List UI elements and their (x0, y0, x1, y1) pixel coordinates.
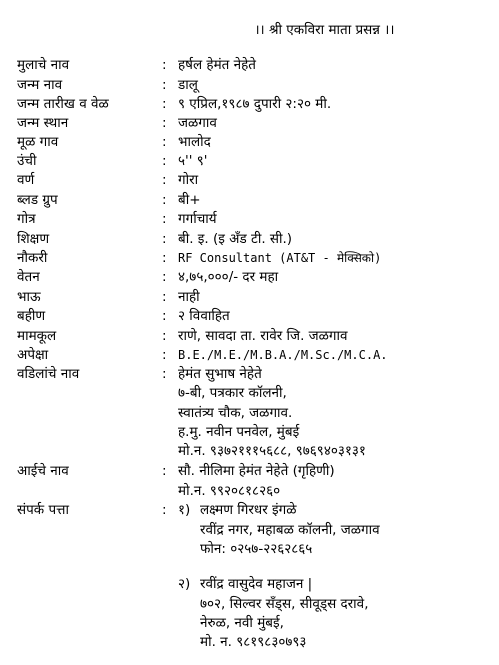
value: राणे, सावदा ता. रावेर जि. जळगाव (178, 328, 348, 344)
label: वडिलांचे नाव (17, 366, 80, 382)
value: नाही (178, 289, 200, 305)
row-complexion (0, 170, 499, 190)
label: ब्लड ग्रुप (17, 192, 58, 208)
colon: : (162, 211, 167, 227)
row-contact (0, 500, 499, 520)
address-text: ७-बी, पत्रकार कॉलनी, (178, 385, 287, 401)
label: जन्म नाव (17, 77, 63, 93)
row-blood-group (0, 190, 499, 210)
father-address-line (0, 403, 499, 423)
colon: : (162, 328, 167, 344)
label: बहीण (17, 308, 46, 324)
phone-text: मो.न. ९९२०८१८२६० (178, 483, 281, 499)
value: भालोद (178, 134, 211, 150)
row-brother (0, 287, 499, 307)
colon: : (162, 115, 167, 131)
contact1-line (0, 520, 499, 540)
header-blessing: ।। श्री एकविरा माता प्रसन्न ।। (254, 22, 395, 38)
colon: : (162, 289, 167, 305)
label: नौकरी (17, 250, 48, 266)
mother-phone (0, 481, 499, 501)
label: जन्म स्थान (17, 115, 69, 131)
label: संपर्क पत्ता (17, 502, 69, 518)
row-expectation (0, 345, 499, 365)
value: ४,७५,०००/- दर महा (178, 269, 279, 285)
label: अपेक्षा (17, 347, 49, 363)
colon: : (162, 366, 167, 382)
row-contact2 (0, 574, 499, 594)
value: बी+ (178, 192, 201, 208)
contact-number: २) (178, 576, 191, 592)
row-salary (0, 267, 499, 287)
colon: : (162, 134, 167, 150)
row-mother-name (0, 461, 499, 481)
label: मूळ गाव (17, 134, 59, 150)
colon: : (162, 502, 167, 518)
contact2-line (0, 613, 499, 633)
phone-text: मो.न. ९३७२१११५६८८, ९७६९४०३१३१ (178, 443, 366, 459)
row-birth-name (0, 75, 499, 95)
value: डालू (178, 77, 198, 93)
colon: : (162, 308, 167, 324)
father-phone (0, 441, 499, 461)
address-text: स्वातंत्र्य चौक, जळगाव. (178, 405, 293, 421)
father-address-line (0, 422, 499, 442)
row-birth-place (0, 113, 499, 133)
value: B.E./M.E./M.B.A./M.Sc./M.C.A. (178, 348, 388, 362)
contact2-phone (0, 632, 499, 652)
address-text: नेरुळ, नवी मुंबई, (200, 615, 284, 631)
row-height (0, 151, 499, 171)
value: ५'' ९' (178, 153, 208, 169)
row-gotra (0, 209, 499, 229)
colon: : (162, 57, 167, 73)
label: भाऊ (17, 289, 41, 305)
value: बी. इ. (इ अँड टी. सी.) (178, 231, 293, 247)
contact2-line (0, 594, 499, 614)
father-address-line (0, 383, 499, 403)
row-father-name (0, 364, 499, 384)
label: उंची (17, 153, 37, 169)
row-maternal-family (0, 326, 499, 346)
colon: : (162, 153, 167, 169)
colon: : (162, 172, 167, 188)
contact-number: १) (178, 502, 191, 518)
row-native-place (0, 132, 499, 152)
row-education (0, 229, 499, 249)
label: गोत्र (17, 211, 36, 227)
row-sister (0, 306, 499, 326)
label: मामकूल (17, 328, 57, 344)
colon: : (162, 269, 167, 285)
contact1-phone (0, 539, 499, 559)
value: हेमंत सुभाष नेहेते (178, 366, 262, 382)
colon: : (162, 250, 167, 266)
label: मुलाचे नाव (17, 57, 70, 73)
colon: : (162, 192, 167, 208)
value: २ विवाहित (178, 308, 230, 324)
label: वेतन (17, 269, 40, 285)
value: गर्गाचार्य (178, 211, 217, 227)
label: जन्म तारीख व वेळ (17, 96, 109, 112)
value: गोरा (178, 172, 199, 188)
address-text: रवींद्र नगर, महाबळ कॉलनी, जळगाव (200, 522, 380, 538)
contact-name: लक्ष्मण गिरधर इंगळे (200, 502, 297, 518)
row-job (0, 248, 499, 268)
label: शिक्षण (17, 231, 50, 247)
value: हर्षल हेमंत नेहेते (178, 57, 256, 73)
colon: : (162, 231, 167, 247)
colon: : (162, 463, 167, 479)
colon: : (162, 347, 167, 363)
row-name (0, 55, 499, 75)
value: RF Consultant (AT&T - मेक्सिको) (178, 251, 382, 265)
label: वर्ण (17, 172, 35, 188)
phone-text: मो. न. ९८१९८३०७९३ (200, 634, 307, 650)
colon: : (162, 96, 167, 112)
address-text: ह.मु. नवीन पनवेल, मुंबई (178, 424, 300, 440)
value: सौ. नीलिमा हेमंत नेहेते (गृहिणी) (178, 463, 335, 479)
label: आईचे नाव (17, 463, 69, 479)
colon: : (162, 77, 167, 93)
phone-text: फोन: ०२५७-२२६२८६५ (200, 541, 313, 557)
contact-name: रवींद्र वासुदेव महाजन | (200, 576, 313, 592)
row-birth-date (0, 94, 499, 114)
value: जळगाव (178, 115, 217, 131)
value: ९ एप्रिल,१९८७ दुपारी २:२० मी. (178, 96, 332, 112)
address-text: ७०२, सिल्वर सँड्स, सीवूड्स दरावे, (200, 596, 369, 612)
